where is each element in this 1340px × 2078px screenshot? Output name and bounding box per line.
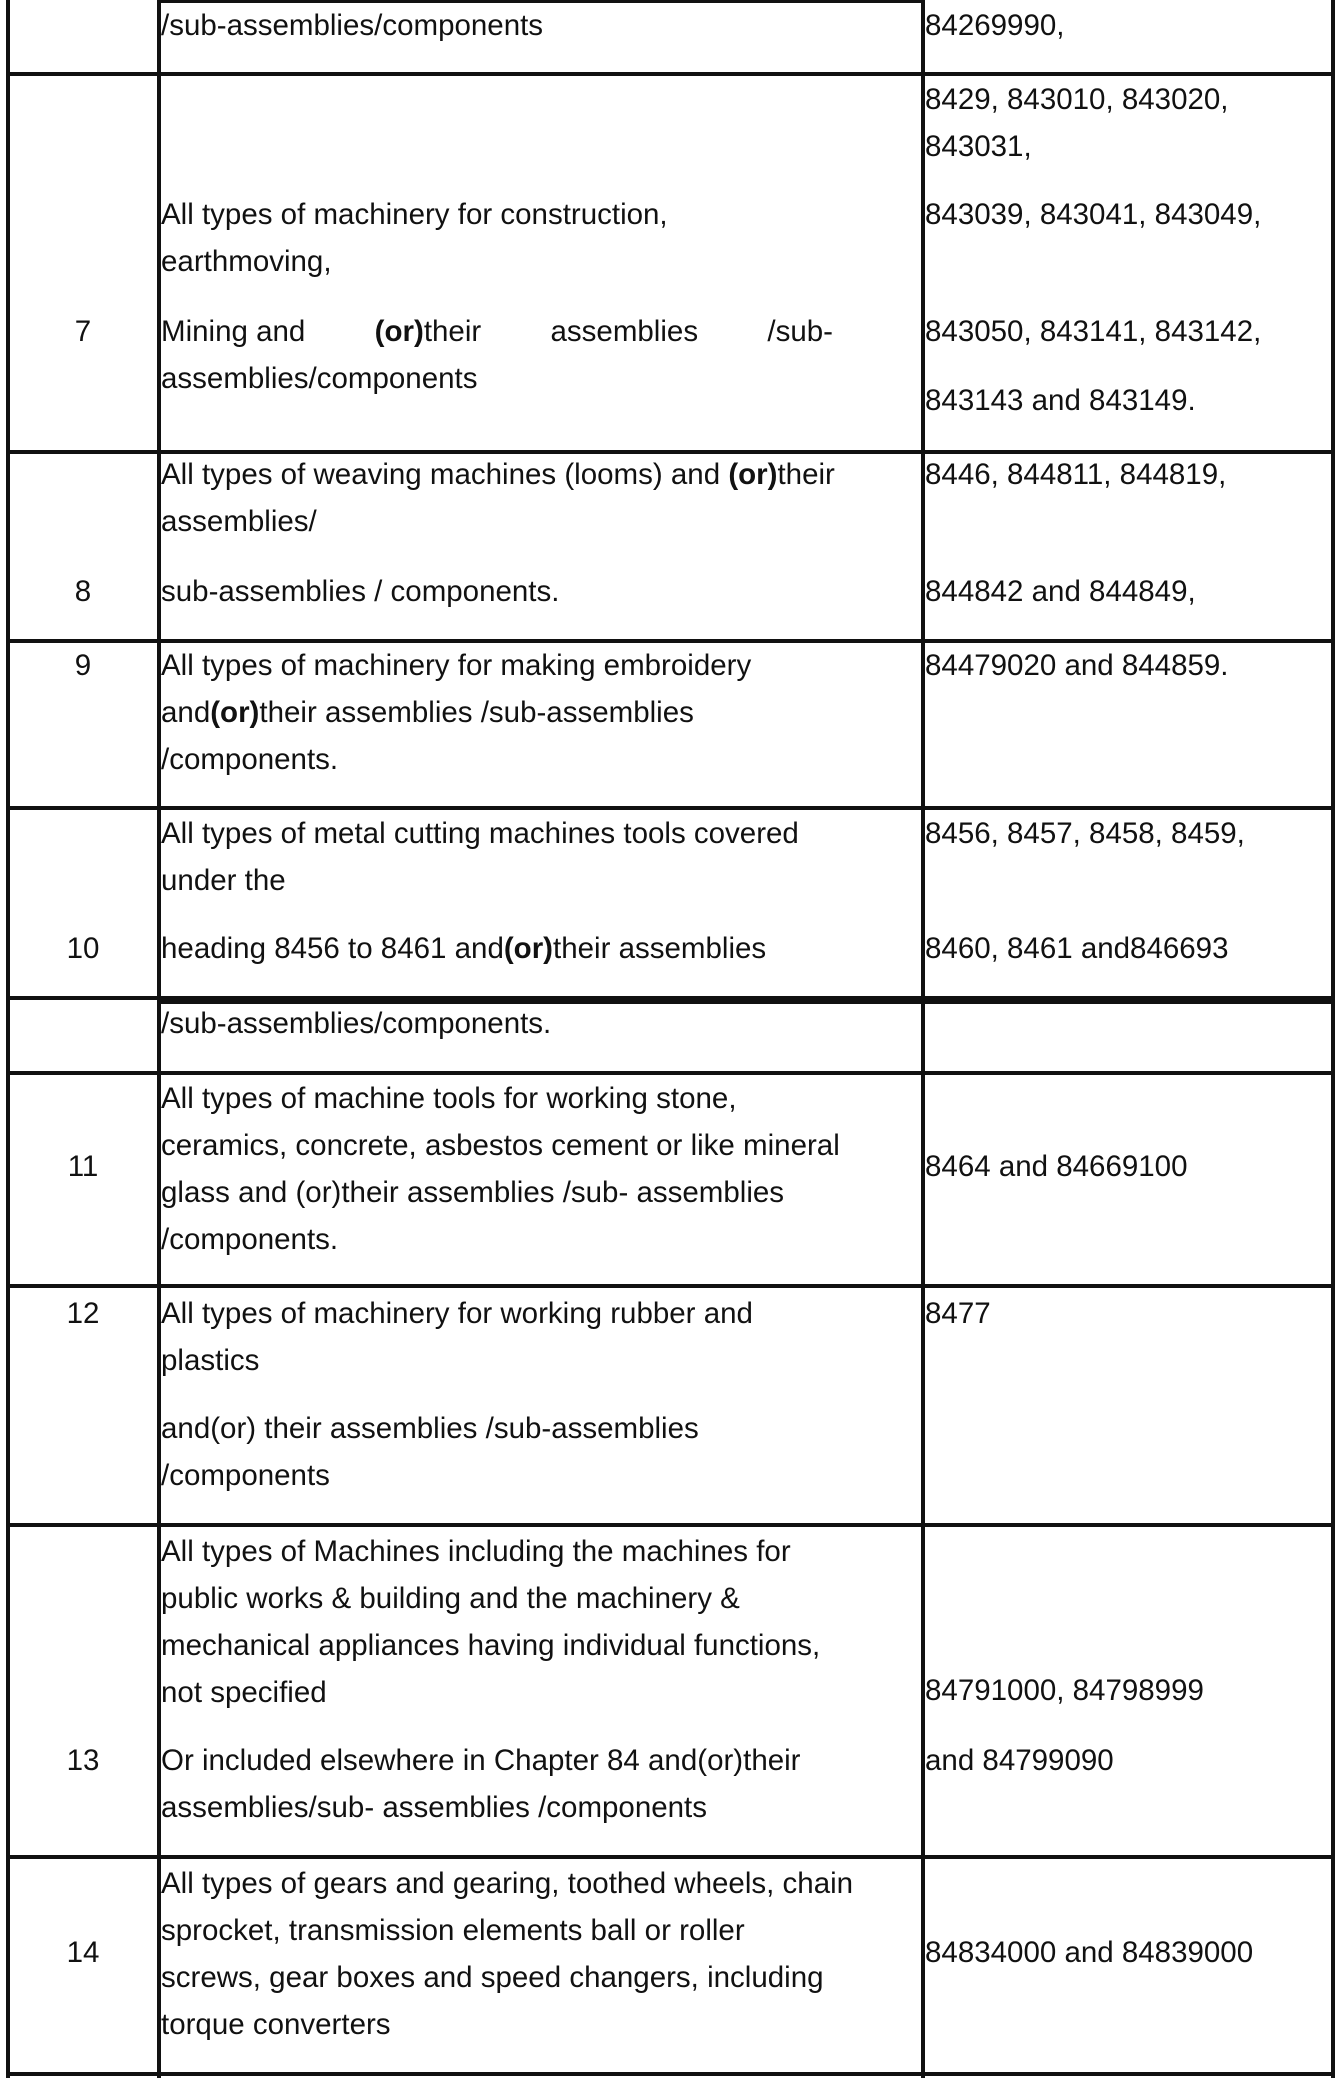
serial-number: 10: [66, 932, 100, 965]
serial-number: 12: [66, 1297, 100, 1330]
hs-code-cell: 8456, 8457, 8458, 8459,: [925, 817, 1245, 850]
hs-code-cell: 844842 and 844849,: [925, 575, 1196, 608]
description-cell: heading 8456 to 8461 and(or)their assemblies: [161, 932, 767, 965]
justified-line: Mining and (or)their assemblies /sub-: [161, 315, 833, 348]
serial-number: 13: [66, 1744, 100, 1777]
description-cell: sub-assemblies / components.: [161, 575, 560, 608]
description-cell: All types of machinery for making embroidery and(or)their assemblies /sub-assemblies /components.: [161, 649, 752, 776]
hs-code-cell: 84479020 and 844859.: [925, 649, 1229, 682]
description-cell: /sub-assemblies/components: [161, 9, 544, 42]
description-cell: All types of metal cutting machines tools covered under the: [161, 817, 799, 897]
table-border-right: [1331, 0, 1335, 2078]
hs-code-cell: 843039, 843041, 843049,: [925, 198, 1262, 231]
description-cell: Or included elsewhere in Chapter 84 and(or)their assemblies/sub- assemblies /components: [161, 1744, 801, 1824]
row-divider: [6, 1855, 1335, 1859]
description-cell: All types of weaving machines (looms) and (or)their assemblies/: [161, 458, 835, 538]
hs-code-cell: 8477: [925, 1297, 991, 1330]
hs-code-cell: 84834000 and 84839000: [925, 1936, 1254, 1969]
serial-number: 7: [74, 315, 92, 348]
hs-code-cell: 84791000, 84798999: [925, 1674, 1204, 1707]
description-cell: All types of machinery for construction, earthmoving,: [161, 198, 668, 278]
hs-code-cell: 843143 and 843149.: [925, 384, 1196, 417]
row-divider: [6, 1284, 1335, 1288]
hs-code-cell: 8446, 844811, 844819,: [925, 458, 1227, 491]
hs-code-cell: 8464 and 84669100: [925, 1150, 1188, 1183]
hs-code-cell: 8460, 8461 and846693: [925, 932, 1229, 965]
serial-number: 8: [74, 575, 92, 608]
hs-code-cell: 843050, 843141, 843142,: [925, 315, 1262, 348]
hs-code-cell: 8429, 843010, 843020, 843031,: [925, 83, 1229, 163]
description-cell: Mining and (or)their assemblies /sub- assemblies/components: [161, 308, 833, 402]
description-cell: and(or) their assemblies /sub-assemblies /components: [161, 1412, 699, 1492]
serial-number: 14: [66, 1936, 100, 1969]
description-cell: All types of machinery for working rubber and plastics: [161, 1297, 753, 1377]
description-cell: All types of gears and gearing, toothed wheels, chain sprocket, transmission elements ball or roller screws, gear boxes and speed changers, including torque converters: [161, 1867, 854, 2041]
serial-number: 11: [67, 1150, 99, 1183]
serial-number: 9: [74, 649, 92, 682]
hs-code-cell: and 84799090: [925, 1744, 1114, 1777]
description-cell: All types of machine tools for working stone, ceramics, concrete, asbestos cement or like mineral glass and (or)their assemblies /sub- assemblies /components.: [161, 1082, 840, 1256]
hs-code-cell: 84269990,: [925, 9, 1065, 42]
row-divider: [6, 1523, 1335, 1527]
description-cell: All types of Machines including the machines for public works & building and the machinery & mechanical appliances having individual functions, not specified: [161, 1535, 821, 1709]
row-divider: [6, 2072, 1335, 2076]
description-cell: /sub-assemblies/components.: [161, 1007, 552, 1040]
